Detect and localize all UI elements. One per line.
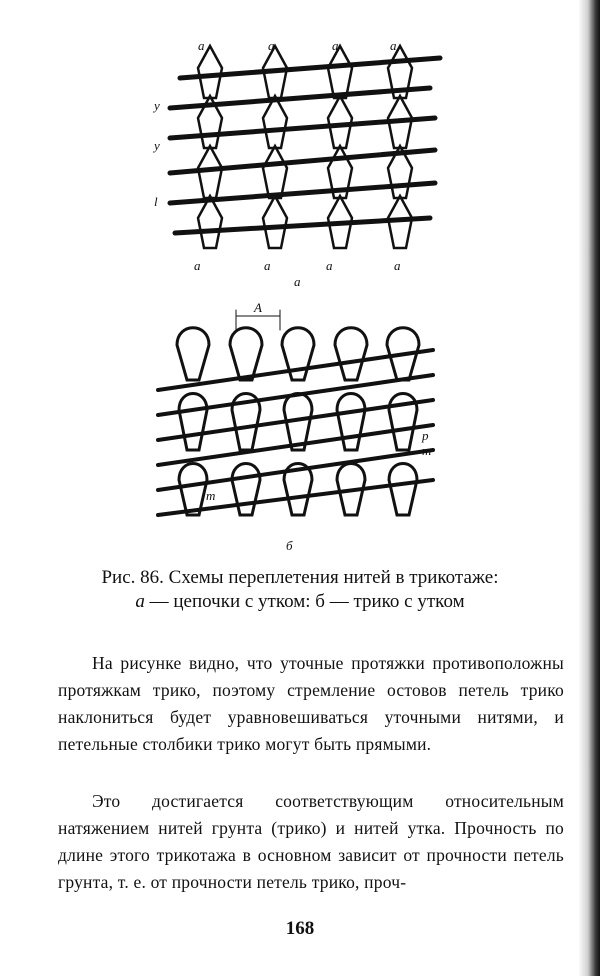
label-a-bottom-1: a [194,258,201,273]
page-edge-shadow [578,0,600,976]
label-m-left: m [206,488,216,503]
caption-a-letter: а [135,591,145,612]
sub-label-a: a [294,274,301,288]
label-l: l [154,194,158,209]
caption-line-2-text: — цепочки с утком: б — трико с утком [144,591,465,612]
label-a-top-4: a [390,38,397,53]
label-a-bottom-2: a [264,258,271,273]
label-y-1: y [154,98,160,113]
label-a-top-1: a [198,38,205,53]
label-y-2: y [154,138,160,153]
figure-a-chain-with-weft [150,38,450,288]
page-number: 168 [285,918,315,939]
sub-label-b: б [286,538,293,553]
paragraph-2: Это достигается соответствующим относительным натяжением нитей грунта (трико) и нитей утка. Прочность по длине этого трикотажа в основном зависит от прочности петель грунта, т. е. от прочности петель трико, проч- [58,791,564,892]
label-a-top-2: a [268,38,275,53]
caption-line-2 [0,590,600,614]
label-a-bottom-3: a [326,258,333,273]
label-m-right: m [422,443,432,458]
label-a-top-3: a [332,38,339,53]
paragraph-1: На рисунке видно, что уточные протяжки противоположны протяжкам трико, поэтому стремление остовов петель трико наклониться будет уравновешиваться уточными нитями, и петельные столбики трико могут быть прямыми. [58,653,564,754]
caption-line-1: Рис. 86. Схемы переплетения нитей в трикотаже: [101,567,499,588]
label-p: p [422,428,429,443]
label-a-bottom-4: a [394,258,401,273]
figure-caption [0,566,600,614]
figure-b-tricot-with-weft [148,300,448,555]
label-dimension-a: A [254,300,262,315]
